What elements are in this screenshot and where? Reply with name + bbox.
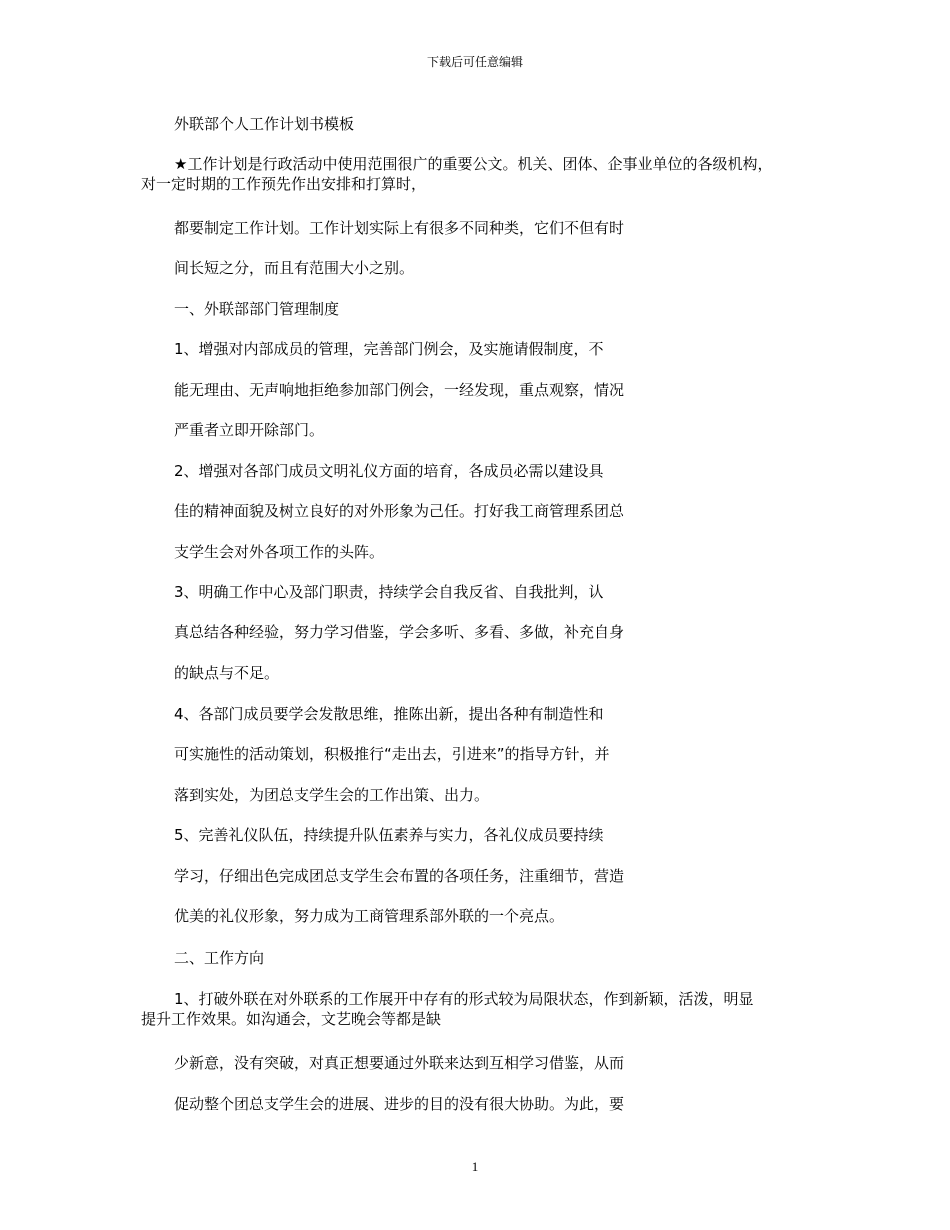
item-3-line-2: 真总结各种经验，努力学习借鉴，学会多听、多看、多做，补充自身 — [174, 623, 625, 641]
item-4-line-3: 落到实处，为团总支学生会的工作出策、出力。 — [174, 786, 490, 804]
item-5-line-3: 优美的礼仪形象，努力成为工商管理系部外联的一个亮点。 — [174, 907, 565, 925]
intro-line-1: ★工作计划是行政活动中使用范围很广的重要公文。机关、团体、企事业单位的各级机构， — [174, 155, 773, 173]
intro-paragraph-3: 间长短之分，而且有范围大小之别。 — [174, 259, 415, 277]
intro-paragraph — [141, 154, 821, 194]
item-2-line-2: 佳的精神面貌及树立良好的对外形象为己任。打好我工商管理系团总 — [174, 502, 625, 520]
item-3-line-3: 的缺点与不足。 — [174, 664, 280, 682]
section-2-item-1-paragraph — [141, 989, 821, 1029]
item-3-line-1: 3、明确工作中心及部门职责，持续学会自我反省、自我批判，认 — [174, 583, 604, 601]
page-number: 1 — [471, 1159, 479, 1174]
section-1-heading: 一、外联部部门管理制度 — [174, 300, 340, 318]
section-2-heading: 二、工作方向 — [174, 949, 265, 967]
page-header: 下载后可任意编辑 — [426, 55, 523, 69]
item-1-line-1: 1、增强对内部成员的管理，完善部门例会，及实施请假制度，不 — [174, 340, 604, 358]
item-2-line-3: 支学生会对外各项工作的头阵。 — [174, 543, 385, 561]
item-5-line-2: 学习，仔细出色完成团总支学生会布置的各项任务，注重细节，营造 — [174, 867, 625, 885]
item-1-line-2: 能无理由、无声响地拒绝参加部门例会，一经发现，重点观察，情况 — [174, 381, 625, 399]
s2-item-1-line-2: 提升工作效果。如沟通会，文艺晚会等都是缺 — [141, 1010, 442, 1028]
item-2-line-1: 2、增强对各部门成员文明礼仪方面的培育，各成员必需以建设具 — [174, 462, 604, 480]
s2-item-1-cont-line-1: 少新意，没有突破，对真正想要通过外联来达到互相学习借鉴，从而 — [174, 1054, 625, 1072]
intro-paragraph-2: 都要制定工作计划。工作计划实际上有很多不同种类，它们不但有时 — [174, 219, 625, 237]
item-5-line-1: 5、完善礼仪队伍，持续提升队伍素养与实力，各礼仪成员要持续 — [174, 826, 604, 844]
s2-item-1-line-1: 1、打破外联在对外联系的工作展开中存有的形式较为局限状态，作到新颖，活泼，明显 — [174, 990, 754, 1008]
intro-line-2: 对一定时期的工作预先作出安排和打算时， — [141, 175, 427, 193]
item-4-line-2: 可实施性的活动策划，积极推行“走出去，引进来”的指导方针，并 — [174, 745, 610, 763]
document-title: 外联部个人工作计划书模板 — [174, 115, 355, 133]
item-1-line-3: 严重者立即开除部门。 — [174, 421, 325, 439]
item-4-line-1: 4、各部门成员要学会发散思维，推陈出新，提出各种有制造性和 — [174, 705, 604, 723]
s2-item-1-cont-line-2: 促动整个团总支学生会的进展、进步的目的没有很大协助。为此，要 — [174, 1095, 625, 1113]
